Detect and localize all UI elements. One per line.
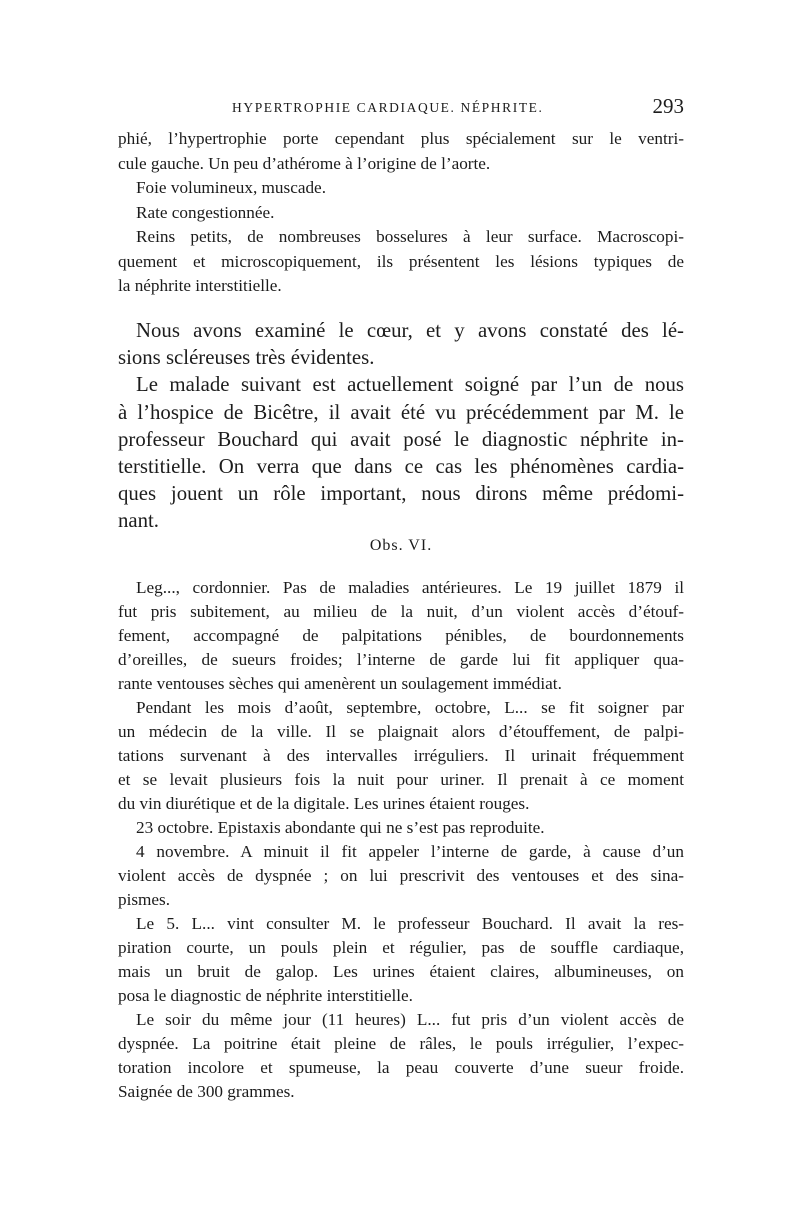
running-title: HYPERTROPHIE CARDIAQUE. NÉPHRITE. <box>232 100 544 115</box>
text-line: la néphrite interstitielle. <box>118 276 282 295</box>
text-line: un médecin de la ville. Il se plaignait alors d’étouffement, de palpi- <box>118 722 684 741</box>
text-line: 23 octobre. Epistaxis abondante qui ne s’est pas reproduite. <box>136 818 545 837</box>
text-line: Rate congestionnée. <box>136 202 275 222</box>
text-line: posa le diagnostic de néphrite interstitielle. <box>118 986 413 1005</box>
autopsy-findings-paragraph <box>118 127 684 299</box>
text-line: et se levait plusieurs fois la nuit pour uriner. Il prenait à ce moment <box>118 770 684 789</box>
text-line: Le malade suivant est actuellement soigné par l’un de nous <box>136 373 684 397</box>
text-line: Le 5. L... vint consulter M. le professeur Bouchard. Il avait la res- <box>136 914 684 933</box>
text-line: Reins petits, de nombreuses bosselures à leur surface. Macroscopi- <box>136 227 684 246</box>
text-line: ques jouent un rôle important, nous dirons même prédomi- <box>118 482 684 506</box>
text-line: Saignée de 300 grammes. <box>118 1082 295 1101</box>
text-line: fut pris subitement, au milieu de la nuit, d’un violent accès d’étouf- <box>118 602 684 621</box>
text-line: Nous avons examiné le cœur, et y avons constaté des lé- <box>136 319 684 342</box>
text-line: piration courte, un pouls plein et régulier, pas de souffle cardiaque, <box>118 938 684 957</box>
text-line: professeur Bouchard qui avait posé le diagnostic néphrite in- <box>118 427 684 451</box>
text-line: phié, l’hypertrophie porte cependant plus spécialement sur le ventri- <box>118 129 684 148</box>
text-line: Foie volumineux, muscade. <box>136 178 326 197</box>
text-line: cule gauche. Un peu d’athérome à l’origine de l’aorte. <box>118 153 491 173</box>
text-line: Le soir du même jour (11 heures) L... fut pris d’un violent accès de <box>136 1010 684 1029</box>
observation-heading: Obs. VI. <box>369 537 433 554</box>
text-line: Leg..., cordonnier. Pas de maladies antérieures. Le 19 juillet 1879 il <box>136 578 684 597</box>
text-line: fement, accompagné de palpitations pénibles, de bourdonnements <box>118 626 684 645</box>
text-line: mais un bruit de galop. Les urines étaient claires, albumineuses, on <box>118 962 684 981</box>
text-line: rante ventouses sèches qui amenèrent un soulagement immédiat. <box>118 674 562 693</box>
text-line: quement et microscopiquement, ils présentent les lésions typiques de <box>118 251 684 271</box>
text-line: sions scléreuses très évidentes. <box>118 346 375 370</box>
text-line: dyspnée. La poitrine était pleine de râles, le pouls irrégulier, l’expec- <box>118 1034 684 1053</box>
text-line: du vin diurétique et de la digitale. Les urines étaient rouges. <box>118 794 530 813</box>
text-line: d’oreilles, de sueurs froides; l’interne de garde lui fit appliquer qua- <box>118 650 684 669</box>
observation-case-text <box>118 576 684 1104</box>
text-line: 4 novembre. A minuit il fit appeler l’interne de garde, à cause d’un <box>136 842 684 861</box>
text-line: violent accès de dyspnée ; on lui prescrivit des ventouses et des sina- <box>118 866 684 885</box>
text-line: pismes. <box>118 890 171 909</box>
text-line: toration incolore et spumeuse, la peau couverte d’une sueur froide. <box>118 1058 684 1077</box>
page-header <box>118 94 684 120</box>
main-commentary-paragraph <box>118 317 684 535</box>
text-line: nant. <box>118 509 160 533</box>
text-line: tations survenant à des intervalles irréguliers. Il urinait fréquemment <box>118 746 684 765</box>
page-number: 293 <box>652 94 684 118</box>
text-line: à l’hospice de Bicêtre, il avait été vu précédemment par M. le <box>118 400 684 424</box>
text-line: terstitielle. On verra que dans ce cas les phénomènes cardia- <box>118 454 684 478</box>
text-line: Pendant les mois d’août, septembre, octobre, L... se fit soigner par <box>136 698 684 717</box>
